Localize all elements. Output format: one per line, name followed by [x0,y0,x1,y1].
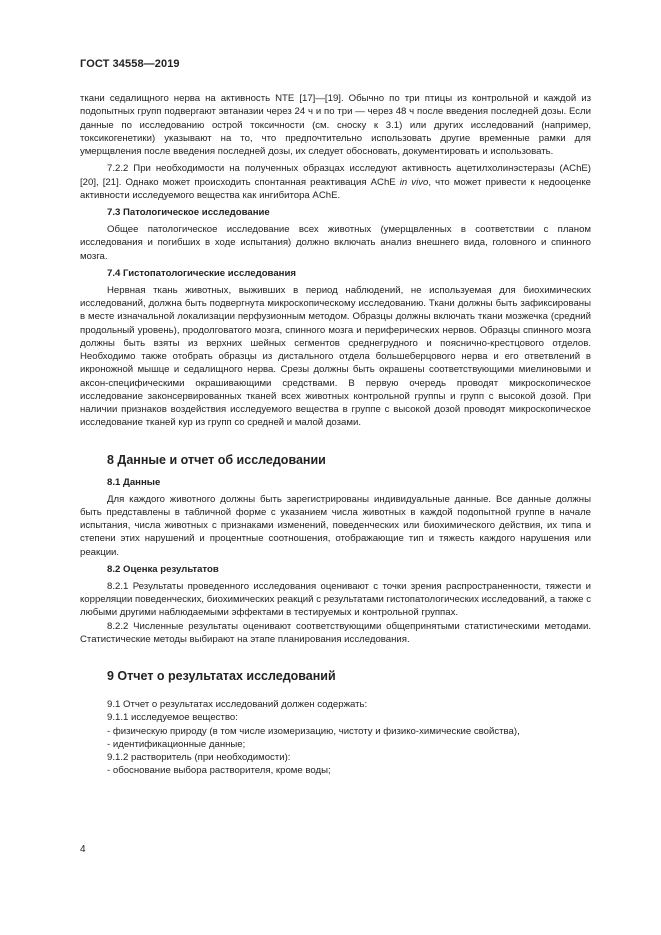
section-9-list [80,698,591,778]
list-item: - обоснование выбора растворителя, кроме воды; [107,765,331,777]
paragraph-8-1: Для каждого животного должны быть зарегистрированы индивидуальные данные. Все данные должны быть представлены в табличной форме с указанием числа животных в каждой подопытной группе в начале испытания, числа животных с признаками изменений, поведенческих или биохимического действия, их типа и степени этих нарушений и процентные соотношения, отображающие тип и тяжесть каждого нарушения или реакции. [80,493,591,558]
paragraph-8-2-2: 8.2.2 Численные результаты оценивают соответствующими общепринятыми статистическими методами. Статистические методы выбирают на этапе планирования исследования. [80,620,591,645]
page-body [80,92,591,778]
heading-section-9: 9 Отчет о результатах исследований [107,669,336,683]
paragraph-7-2-2 [80,162,591,202]
in-vivo-italic: in vivo [399,176,429,188]
paragraph-7-2-2-part-b: , что может привести к недооценке активности исследуемого вещества как ингибитора AChE. [80,176,591,201]
paragraph-7-2-2-part-a: 7.2.2 При необходимости на полученных образцах исследуют активность ацетилхолинэстеразы (AChE) [20], [21]. Однако может происходить спонтанная реактивация AChE [80,163,591,188]
list-item: - идентификационные данные; [107,738,246,750]
paragraph-8-2-1: 8.2.1 Результаты проведенного исследования оценивают с точки зрения распространенности, тяжести и корреляции поведенческих, биохимических реакций с результатами гистопатологических исследований, а также с любыми другими наблюдаемыми эффектами в тестируемых и контрольной группах. [80,580,591,619]
paragraph-7-4: Нервная ткань животных, выживших в период наблюдений, не используемая для биохимических исследований, должна быть подвергнута микроскопическому исследованию. Ткани должны быть зафиксированы в месте изначальной локализации перфузионным методом. Образцы должны включать ткани мозжечка (средний продольный уровень), продолговатого мозга, спинного мозга и периферических нервов. Образцы спинного мозга должны быть взяты из верхних шейных сегментов среднегрудного и пояснично-крестцового отделов. Необходимо также отобрать образцы из дистального отдела большеберцового нерва и его ответвлений в икроножной мышце и седалищного нерва. Срезы должны быть окрашены соответствующими миелиновыми и аксон-специфическими окрашивающими средствами. В первую очередь проводят микроскопическое исследование законсервированных тканей всех животных контрольной группы и групп с высокой дозой. При наличии признаков воздействия исследуемого вещества в группе с высокой дозой проводят микроскопическое исследование тканей кур из групп со средней и малой дозами. [80,284,591,429]
heading-section-8: 8 Данные и отчет об исследовании [107,452,326,467]
heading-7-4: 7.4 Гистопатологические исследования [107,267,296,279]
paragraph-7-3: Общее патологическое исследование всех животных (умерщвленных в соответствии с планом исследования и погибших в ходе испытания) должно включать анализ внешнего вида, головного и спинного мозга. [80,224,591,262]
list-item: 9.1.1 исследуемое вещество: [107,712,238,724]
heading-8-2: 8.2 Оценка результатов [107,563,219,575]
continued-paragraph: ткани седалищного нерва на активность NTE [17]—[19]. Обычно по три птицы из контрольной и каждой из подопытных групп подвергают эвтаназии через 24 ч и по три — через 48 ч после введения последней дозы. Если данные по исследованию острой токсичности (см. сноску к 3.1) или других исследований (например, токсикогенетики) указывают на то, что предпочтительно использовать другие временные рамки для умерщвления после введения последней дозы, их следует обосновать, документировать и использовать. [80,93,591,157]
list-item: 9.1.2 растворитель (при необходимости): [107,752,291,763]
heading-8-1: 8.1 Данные [107,476,161,488]
document-code-header: ГОСТ 34558—2019 [80,58,180,70]
heading-7-3: 7.3 Патологическое исследование [107,207,270,218]
list-item: - физическую природу (в том числе изомеризацию, чистоту и физико-химические свойства), [107,725,520,737]
list-item: 9.1 Отчет о результатах исследований должен содержать: [107,699,368,710]
page-number: 4 [80,844,86,855]
